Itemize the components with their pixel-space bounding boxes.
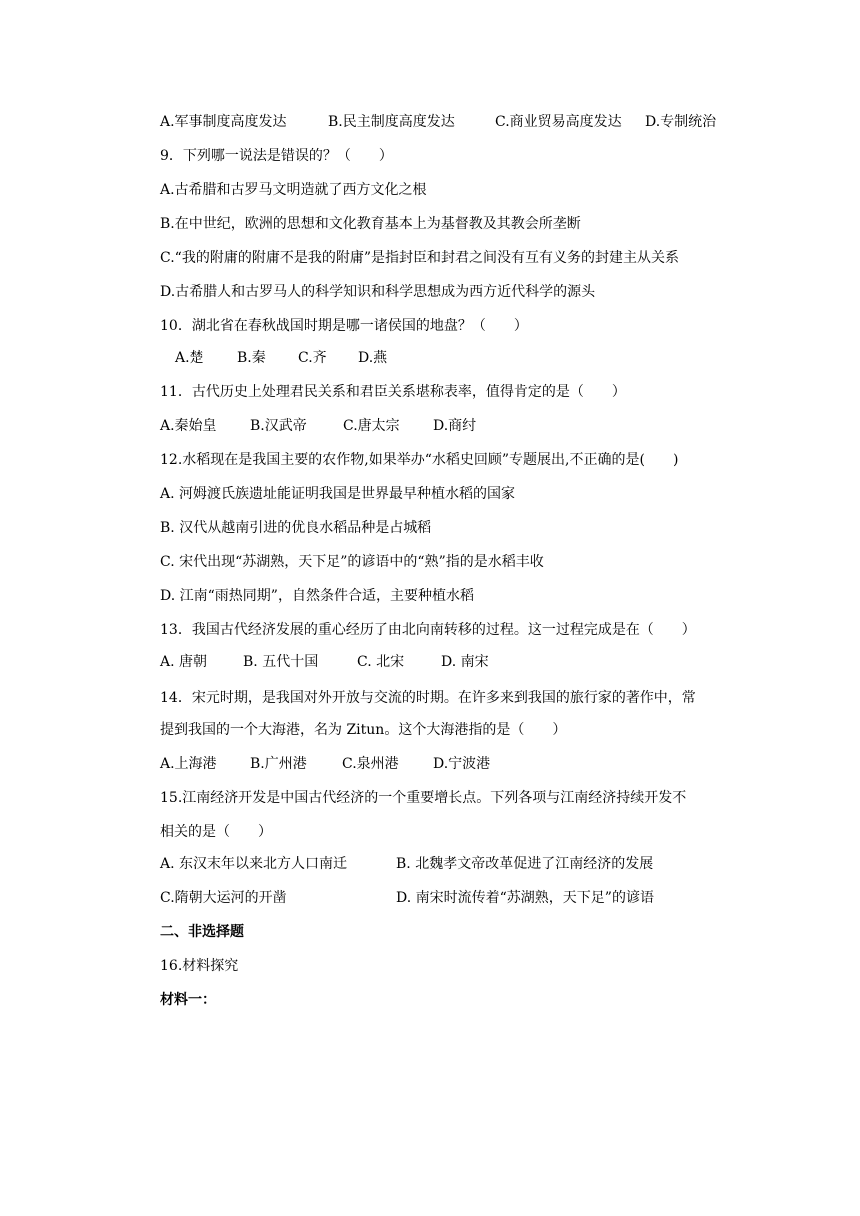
q9-option-c: C.“我的附庸的附庸不是我的附庸”是指封臣和封君之间没有互有义务的封建主从关系: [160, 250, 679, 266]
q9-stem: 9．下列哪一说法是错误的？（ ）: [160, 148, 393, 164]
q10-option-a: A.楚: [175, 350, 204, 366]
q14-option-b: B.广州港: [250, 756, 307, 772]
q11-option-a: A.秦始皇: [160, 418, 217, 434]
q14-stem-line1: 14．宋元时期，是我国对外开放与交流的时期。在许多来到我国的旅行家的著作中，常: [160, 690, 696, 706]
material-1-label: 材料一：: [160, 992, 216, 1008]
q9-option-b: B.在中世纪，欧洲的思想和文化教育基本上为基督教及其教会所垄断: [160, 216, 581, 232]
q13-option-a: A. 唐朝: [160, 654, 208, 670]
q14-option-a: A.上海港: [160, 756, 217, 772]
q12-option-c: C. 宋代出现“苏湖熟，天下足”的谚语中的“熟”指的是水稻丰收: [160, 554, 544, 570]
q8-option-a: A.军事制度高度发达: [160, 114, 287, 130]
q10-stem: 10．湖北省在春秋战国时期是哪一诸侯国的地盘？（ ）: [160, 318, 528, 334]
q12-stem: 12.水稻现在是我国主要的农作物,如果举办“水稻史回顾”专题展出,不正确的是( ): [160, 452, 679, 468]
q8-option-b: B.民主制度高度发达: [328, 114, 455, 130]
q9-option-d: D.古希腊人和古罗马人的科学知识和科学思想成为西方近代科学的源头: [160, 284, 596, 300]
q10-option-b: B.秦: [237, 350, 266, 366]
q14-option-d: D.宁波港: [433, 756, 491, 772]
q15-stem-line2: 相关的是（ ）: [160, 824, 272, 840]
q16-title: 16.材料探究: [160, 958, 239, 974]
q10-option-d: D.燕: [358, 350, 388, 366]
q11-option-d: D.商纣: [433, 418, 477, 434]
section-heading: 二、非选择题: [160, 924, 244, 940]
q14-option-c: C.泉州港: [342, 756, 399, 772]
q10-option-c: C.齐: [298, 350, 327, 366]
q13-stem: 13．我国古代经济发展的重心经历了由北向南转移的过程。这一过程完成是在（ ）: [160, 622, 696, 638]
q9-option-a: A.古希腊和古罗马文明造就了西方文化之根: [160, 182, 427, 198]
q8-option-d: D.专制统治: [645, 114, 717, 130]
q12-option-b: B. 汉代从越南引进的优良水稻品种是占城稻: [160, 520, 432, 536]
q11-option-c: C.唐太宗: [343, 418, 400, 434]
q15-stem-line1: 15.江南经济开发是中国古代经济的一个重要增长点。下列各项与江南经济持续开发不: [160, 790, 687, 806]
q13-option-c: C. 北宋: [357, 654, 405, 670]
q14-stem-line2: 提到我国的一个大海港，名为 Zitun。这个大海港指的是（ ）: [160, 722, 567, 738]
q12-option-a: A. 河姆渡氏族遗址能证明我国是世界最早种植水稻的国家: [160, 486, 516, 502]
q8-option-c: C.商业贸易高度发达: [495, 114, 622, 130]
q15-option-c: C.隋朝大运河的开凿: [160, 890, 287, 906]
q15-option-d: D. 南宋时流传着“苏湖熟，天下足”的谚语: [396, 890, 654, 906]
q15-option-b: B. 北魏孝文帝改革促进了江南经济的发展: [396, 856, 654, 872]
q15-option-a: A. 东汉末年以来北方人口南迁: [160, 856, 348, 872]
q13-option-b: B. 五代十国: [243, 654, 319, 670]
q13-option-d: D. 南宋: [441, 654, 489, 670]
q11-option-b: B.汉武帝: [250, 418, 307, 434]
q12-option-d: D. 江南“雨热同期”，自然条件合适，主要种植水稻: [160, 588, 474, 604]
q11-stem: 11．古代历史上处理君民关系和君臣关系堪称表率，值得肯定的是（ ）: [160, 384, 626, 400]
